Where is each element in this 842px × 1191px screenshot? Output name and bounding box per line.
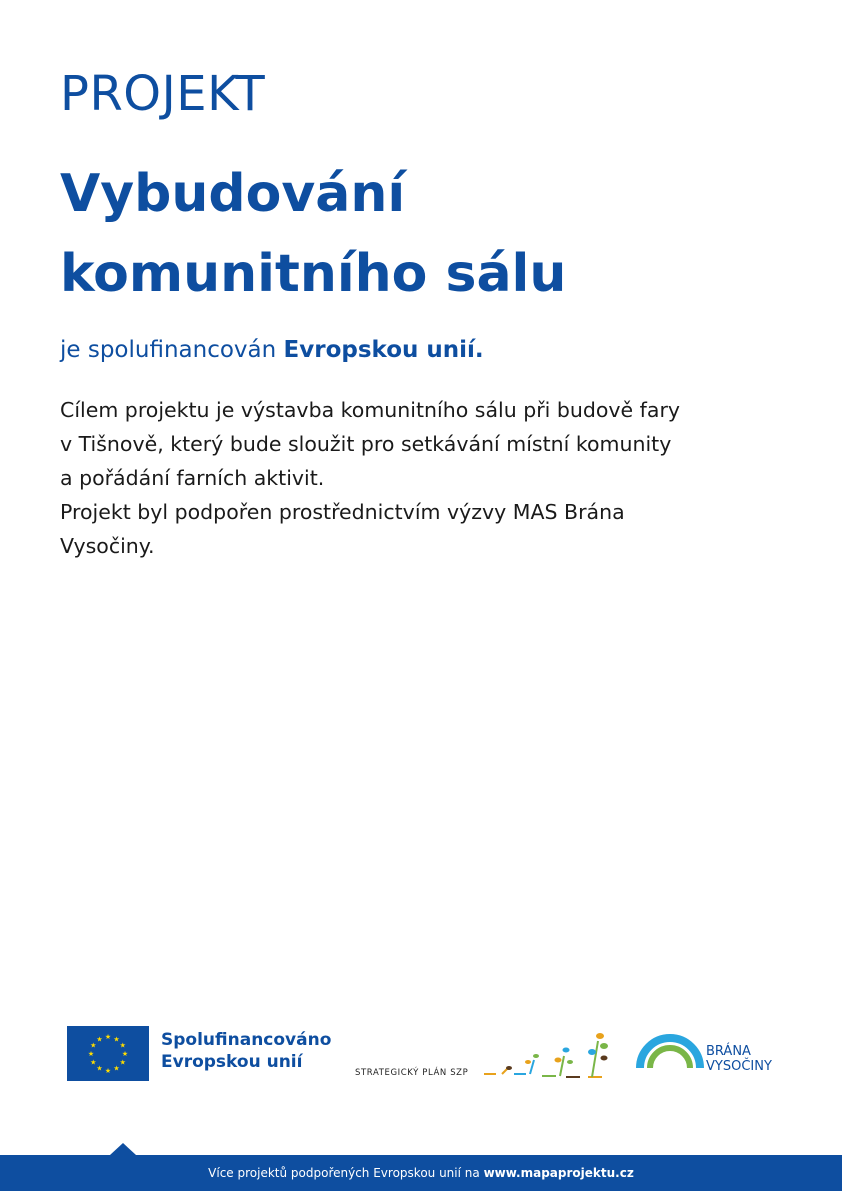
eu-star-icon: ★ [104, 1067, 112, 1075]
footer-bar [0, 1155, 842, 1191]
mas-logo-line: BRÁNA [706, 1044, 751, 1059]
eu-star-icon: ★ [87, 1050, 95, 1058]
strategic-plan-plants-icon [480, 1024, 615, 1084]
title-line: Vybudování [60, 164, 406, 224]
eu-star-icon: ★ [113, 1035, 120, 1044]
eu-flag-icon [67, 1026, 149, 1081]
eu-star-icon: ★ [119, 1058, 126, 1067]
eu-star-icon: ★ [90, 1058, 97, 1067]
footer-text: Více projektů podpořených Evropskou unií na [208, 1166, 480, 1180]
description-line: Vysočiny. [60, 534, 155, 558]
eu-star-icon: ★ [121, 1050, 129, 1058]
eu-star-icon: ★ [90, 1041, 97, 1050]
title-line: komunitního sálu [60, 244, 567, 304]
eu-star-icon: ★ [119, 1041, 126, 1050]
eu-logo-line: Spolufinancováno [161, 1030, 332, 1050]
cofinancing-highlight: Evropskou unií. [283, 337, 484, 363]
eu-star-icon: ★ [96, 1064, 103, 1073]
description-line: Cílem projektu je výstavba komunitního sálu při budově fary [60, 398, 681, 422]
cofinancing-prefix: je spolufinancován [60, 337, 277, 363]
project-description [60, 393, 780, 563]
page-title [60, 154, 780, 314]
footer-link[interactable]: www.mapaprojektu.cz [483, 1166, 634, 1180]
description-line: Projekt byl podpořen prostřednictvím výzvy MAS Brána [60, 500, 625, 524]
eu-star-icon: ★ [96, 1035, 103, 1044]
eu-star-icon: ★ [113, 1064, 120, 1073]
cofinancing-statement [60, 334, 484, 366]
eu-star-icon: ★ [104, 1033, 112, 1041]
eu-logo-text [161, 1029, 331, 1073]
brana-vysociny-arch-icon [636, 1030, 706, 1078]
eu-logo-line: Evropskou unií [161, 1052, 303, 1072]
page-kicker: PROJEKT [60, 66, 266, 122]
footer-arrow-icon [110, 1143, 136, 1155]
mas-logo-text [706, 1044, 772, 1074]
mas-logo-line: VYSOČINY [706, 1059, 772, 1074]
description-line: v Tišnově, který bude sloužit pro setkávání místní komunity [60, 432, 672, 456]
szp-logo-text: STRATEGICKÝ PLÁN SZP [355, 1068, 469, 1078]
description-line: a pořádání farních aktivit. [60, 466, 325, 490]
